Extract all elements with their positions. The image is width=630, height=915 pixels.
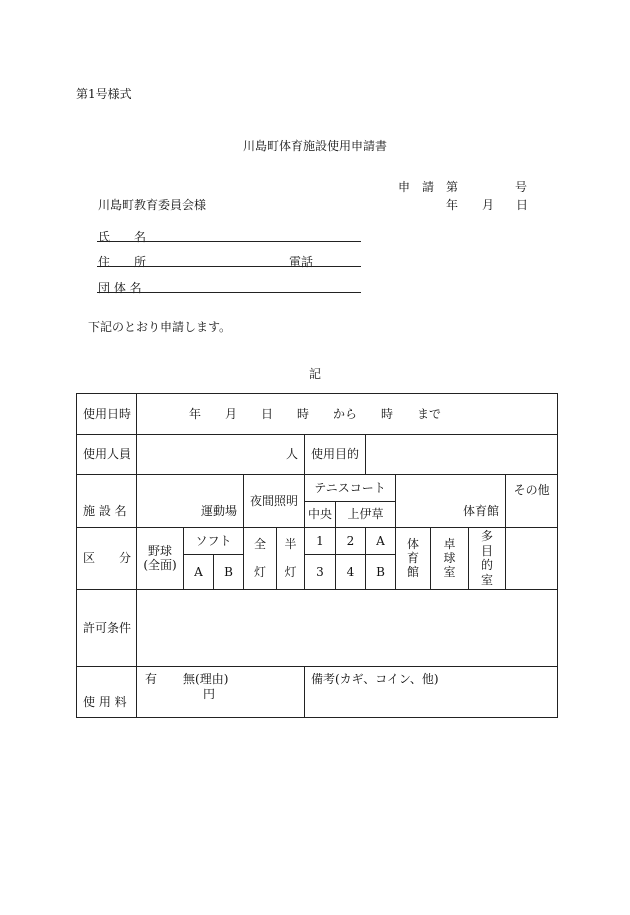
remarks-label: 備考(カギ、コイン、他): [311, 672, 439, 686]
baseball-label: 野球: [147, 543, 172, 558]
multipurpose-room-checkbox[interactable]: [469, 528, 506, 590]
name-field-line[interactable]: [97, 241, 361, 242]
gym-hall-char-3: 館: [406, 565, 419, 580]
multi-char-4: 室: [480, 572, 493, 587]
full-lighting-bottom: 灯: [253, 565, 266, 580]
softball-a-checkbox[interactable]: A: [184, 555, 214, 590]
court-3-checkbox[interactable]: 3: [305, 555, 336, 590]
softball-label: ソフト: [184, 528, 244, 555]
full-lighting-top: 全: [253, 536, 266, 551]
court-2-checkbox[interactable]: 2: [336, 528, 366, 555]
intro-text: 下記のとおり申請します。: [88, 320, 232, 334]
tennis-center-label: 中央: [305, 502, 336, 528]
multi-char-3: 的: [480, 558, 493, 573]
permission-conditions-field[interactable]: [137, 590, 558, 667]
half-lighting-checkbox[interactable]: [277, 528, 305, 590]
multi-char-2: 目: [480, 543, 493, 558]
application-number-suffix: 号: [515, 180, 528, 194]
baseball-full-label: (全面): [143, 558, 177, 573]
fee-no-reason-label: 無(理由): [183, 672, 229, 686]
table-tennis-char-1: 卓: [443, 536, 456, 551]
date-day: 日: [516, 198, 529, 212]
permission-conditions-label: 許可条件: [77, 590, 137, 667]
form-number: 第1号様式: [76, 87, 132, 101]
court-4-checkbox[interactable]: 4: [336, 555, 366, 590]
addressee: 川島町教育委員会様: [98, 198, 207, 212]
half-lighting-bottom: 灯: [284, 565, 297, 580]
half-lighting-top: 半: [284, 536, 297, 551]
softball-b-checkbox[interactable]: B: [214, 555, 244, 590]
fee-yes-label: 有: [145, 672, 158, 686]
name-label: 氏 名: [98, 230, 147, 244]
usage-fee-label: 使 用 料: [77, 667, 137, 718]
facility-form-table: [76, 393, 558, 718]
table-tennis-char-2: 球: [443, 551, 456, 565]
table-tennis-room-checkbox[interactable]: [431, 528, 469, 590]
purpose-label: 使用目的: [305, 435, 366, 475]
page-title: 川島町体育施設使用申請書: [242, 139, 387, 153]
usage-datetime-field[interactable]: 年 月 日 時 から 時 まで: [137, 394, 558, 435]
group-name-label: 団 体 名: [98, 281, 142, 295]
address-field-line[interactable]: [97, 266, 361, 267]
gymnasium-label: 体育館: [396, 475, 506, 528]
other-field[interactable]: [506, 528, 558, 590]
court-a-checkbox[interactable]: A: [366, 528, 396, 555]
table-tennis-char-3: 室: [443, 565, 456, 580]
fee-yen-label: 円: [203, 687, 216, 701]
usage-fee-field[interactable]: [137, 667, 305, 718]
sports-ground-label: 運動場: [137, 475, 244, 528]
date-month: 月: [482, 198, 495, 212]
gym-hall-char-1: 体: [406, 536, 419, 551]
usage-datetime-label: 使用日時: [77, 394, 137, 435]
baseball-checkbox[interactable]: [137, 528, 184, 590]
date-year: 年: [446, 198, 459, 212]
people-count-unit[interactable]: 人: [137, 435, 305, 475]
court-1-checkbox[interactable]: 1: [305, 528, 336, 555]
application-number-prefix: 申 請 第: [398, 180, 459, 194]
people-count-label: 使用人員: [77, 435, 137, 475]
gym-hall-char-2: 育: [406, 551, 419, 565]
full-lighting-checkbox[interactable]: [244, 528, 277, 590]
tennis-court-label: テニスコート: [305, 475, 396, 502]
purpose-field[interactable]: [366, 435, 558, 475]
division-label: 区 分: [77, 528, 137, 590]
court-b-checkbox[interactable]: B: [366, 555, 396, 590]
ki-heading: 記: [308, 367, 321, 381]
multi-char-1: 多: [480, 529, 493, 544]
gym-hall-checkbox[interactable]: [396, 528, 431, 590]
other-label: その他: [506, 475, 558, 528]
group-field-line[interactable]: [97, 292, 361, 293]
tennis-kamiigusa-label: 上伊草: [336, 502, 396, 528]
night-lighting-label: 夜間照明: [244, 475, 305, 528]
remarks-field[interactable]: [305, 667, 558, 718]
phone-label: 電話: [289, 255, 314, 269]
facility-name-label: 施 設 名: [77, 475, 137, 528]
address-label: 住 所: [98, 255, 147, 269]
